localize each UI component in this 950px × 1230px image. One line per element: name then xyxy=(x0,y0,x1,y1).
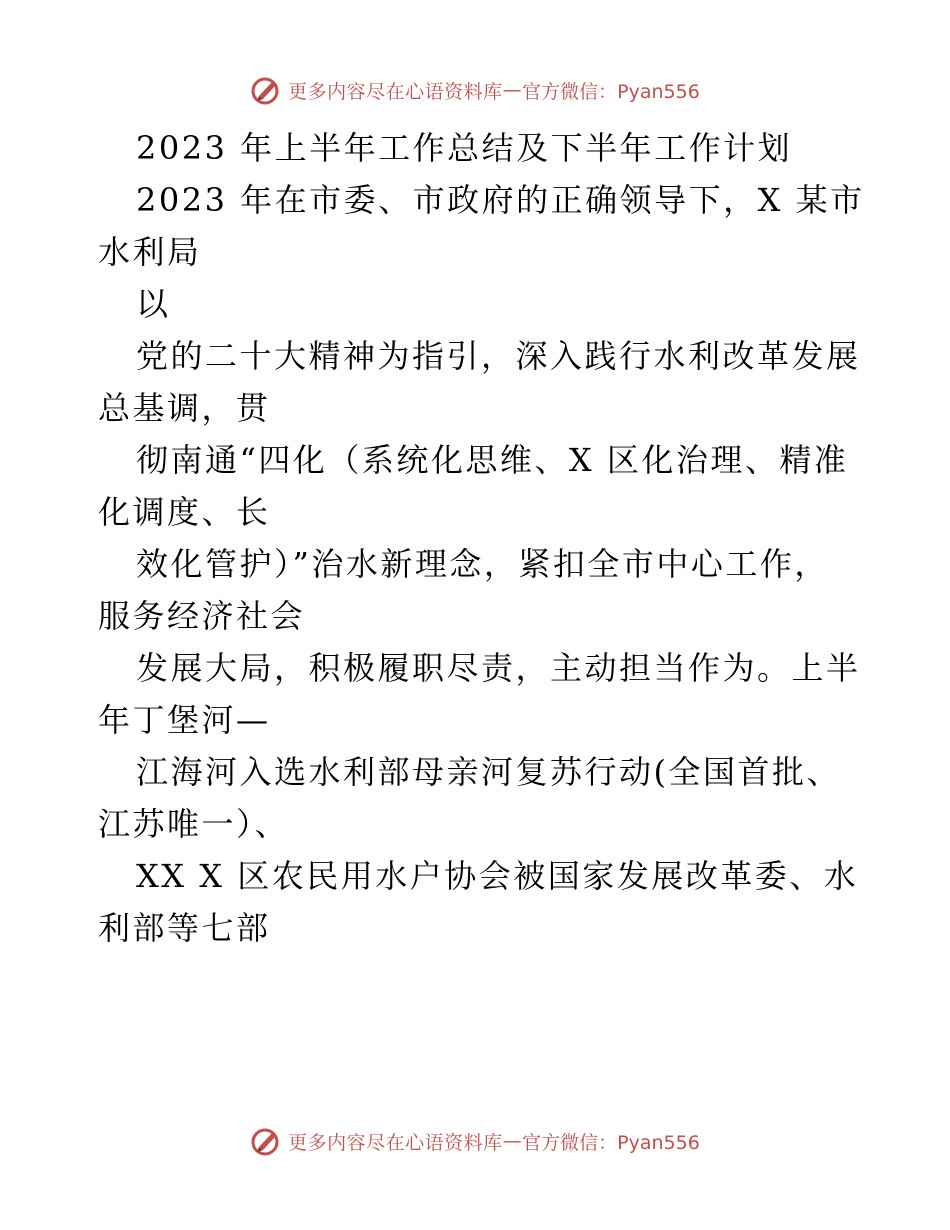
text-line: 江海河入选水利部母亲河复苏行动(全国首批、 xyxy=(136,753,841,791)
text-line: 化调度、长 xyxy=(98,493,271,531)
text-line: 年丁堡河— xyxy=(98,701,271,739)
text-line: 总基调，贯 xyxy=(98,389,271,427)
footer-watermark xyxy=(0,1121,950,1161)
watermark-dash: — xyxy=(502,1130,523,1152)
text-line: XX X 区农民用水户协会被国家发展改革委、水 xyxy=(136,857,859,895)
text-line: 服务经济社会 xyxy=(98,597,306,635)
text-line: 效化管护）”治水新理念，紧扣全市中心工作， xyxy=(136,545,829,583)
text-line: 以 xyxy=(136,285,171,323)
text-line: 2023 年上半年工作总结及下半年工作计划 xyxy=(136,129,793,167)
text-line: 彻南通“四化（系统化思维、X 区化治理、精准 xyxy=(136,441,849,479)
text-line: 发展大局，积极履职尽责，主动担当作为。上半 xyxy=(136,649,861,687)
text-line: 党的二十大精神为指引，深入践行水利改革发展 xyxy=(136,337,861,375)
watermark-contact: 官方微信：Pyan556 xyxy=(522,1131,700,1154)
text-line: 利部等七部 xyxy=(98,909,271,947)
pen-logo-icon xyxy=(250,1125,282,1157)
text-line: 2023 年在市委、市政府的正确领导下，X 某市 xyxy=(136,181,865,219)
header-watermark xyxy=(0,70,950,110)
watermark-dash: — xyxy=(502,79,523,101)
pen-logo-icon xyxy=(250,74,282,106)
document-body xyxy=(98,122,878,954)
text-line: 江苏唯一）、 xyxy=(98,805,290,843)
watermark-contact: 官方微信：Pyan556 xyxy=(522,80,700,103)
text-line: 水利局 xyxy=(98,233,202,271)
watermark-title: 更多内容尽在心语资料库 xyxy=(288,1131,503,1154)
watermark-title: 更多内容尽在心语资料库 xyxy=(288,80,503,103)
